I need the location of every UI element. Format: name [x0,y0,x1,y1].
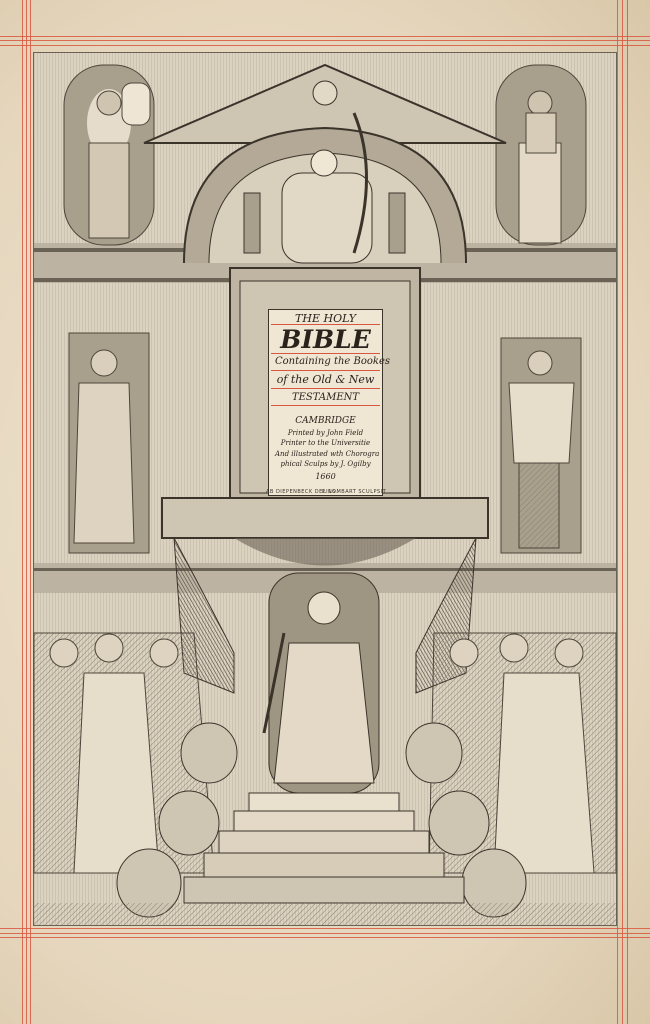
red-rule-bottom-3 [0,937,650,938]
red-rule-right-1 [617,0,618,1024]
title-line-the-holy: THE HOLY [295,312,356,325]
upper-right-niche [496,65,586,245]
imprint-printer: Printed by John Field [287,429,364,437]
red-rule-right-3 [627,0,628,1024]
title-red-rule [271,388,380,389]
title-red-rule [271,370,380,371]
middle-left-niche [69,333,149,553]
red-rule-top-3 [0,45,650,46]
title-line-containing: Containing the Bookes [275,356,391,367]
red-rule-left-2 [26,0,27,1024]
designer-signature: AB DIEPENBECK DELINS. [266,489,339,495]
red-rule-bottom-1 [0,928,650,929]
red-rule-top-2 [0,40,650,41]
enthroned-king [264,573,379,793]
upper-left-niche [64,65,154,245]
red-rule-top-1 [0,36,650,37]
title-line-bible: BIBLE [280,325,371,354]
title-red-rule [271,405,380,406]
imprint-year: 1660 [315,472,336,481]
engraver-signature: P. LOMBART SCULPSIT [322,489,387,495]
red-rule-left-3 [30,0,31,1024]
red-rule-bottom-2 [0,933,650,934]
imprint-sculps: phical Sculps by J. Ogilby [280,460,371,468]
title-line-old-new: of the Old & New [276,373,375,386]
red-rule-left-1 [22,0,23,1024]
title-cartouche [268,309,391,496]
imprint-city: CAMBRIDGE [295,416,356,426]
imprint-university: Printer to the Universitie [280,439,371,447]
imprint-illustrated: And illustrated wth Chorogra [275,450,380,458]
title-line-testament: TESTAMENT [291,392,360,403]
red-rule-right-2 [622,0,623,1024]
middle-right-niche [501,338,581,553]
